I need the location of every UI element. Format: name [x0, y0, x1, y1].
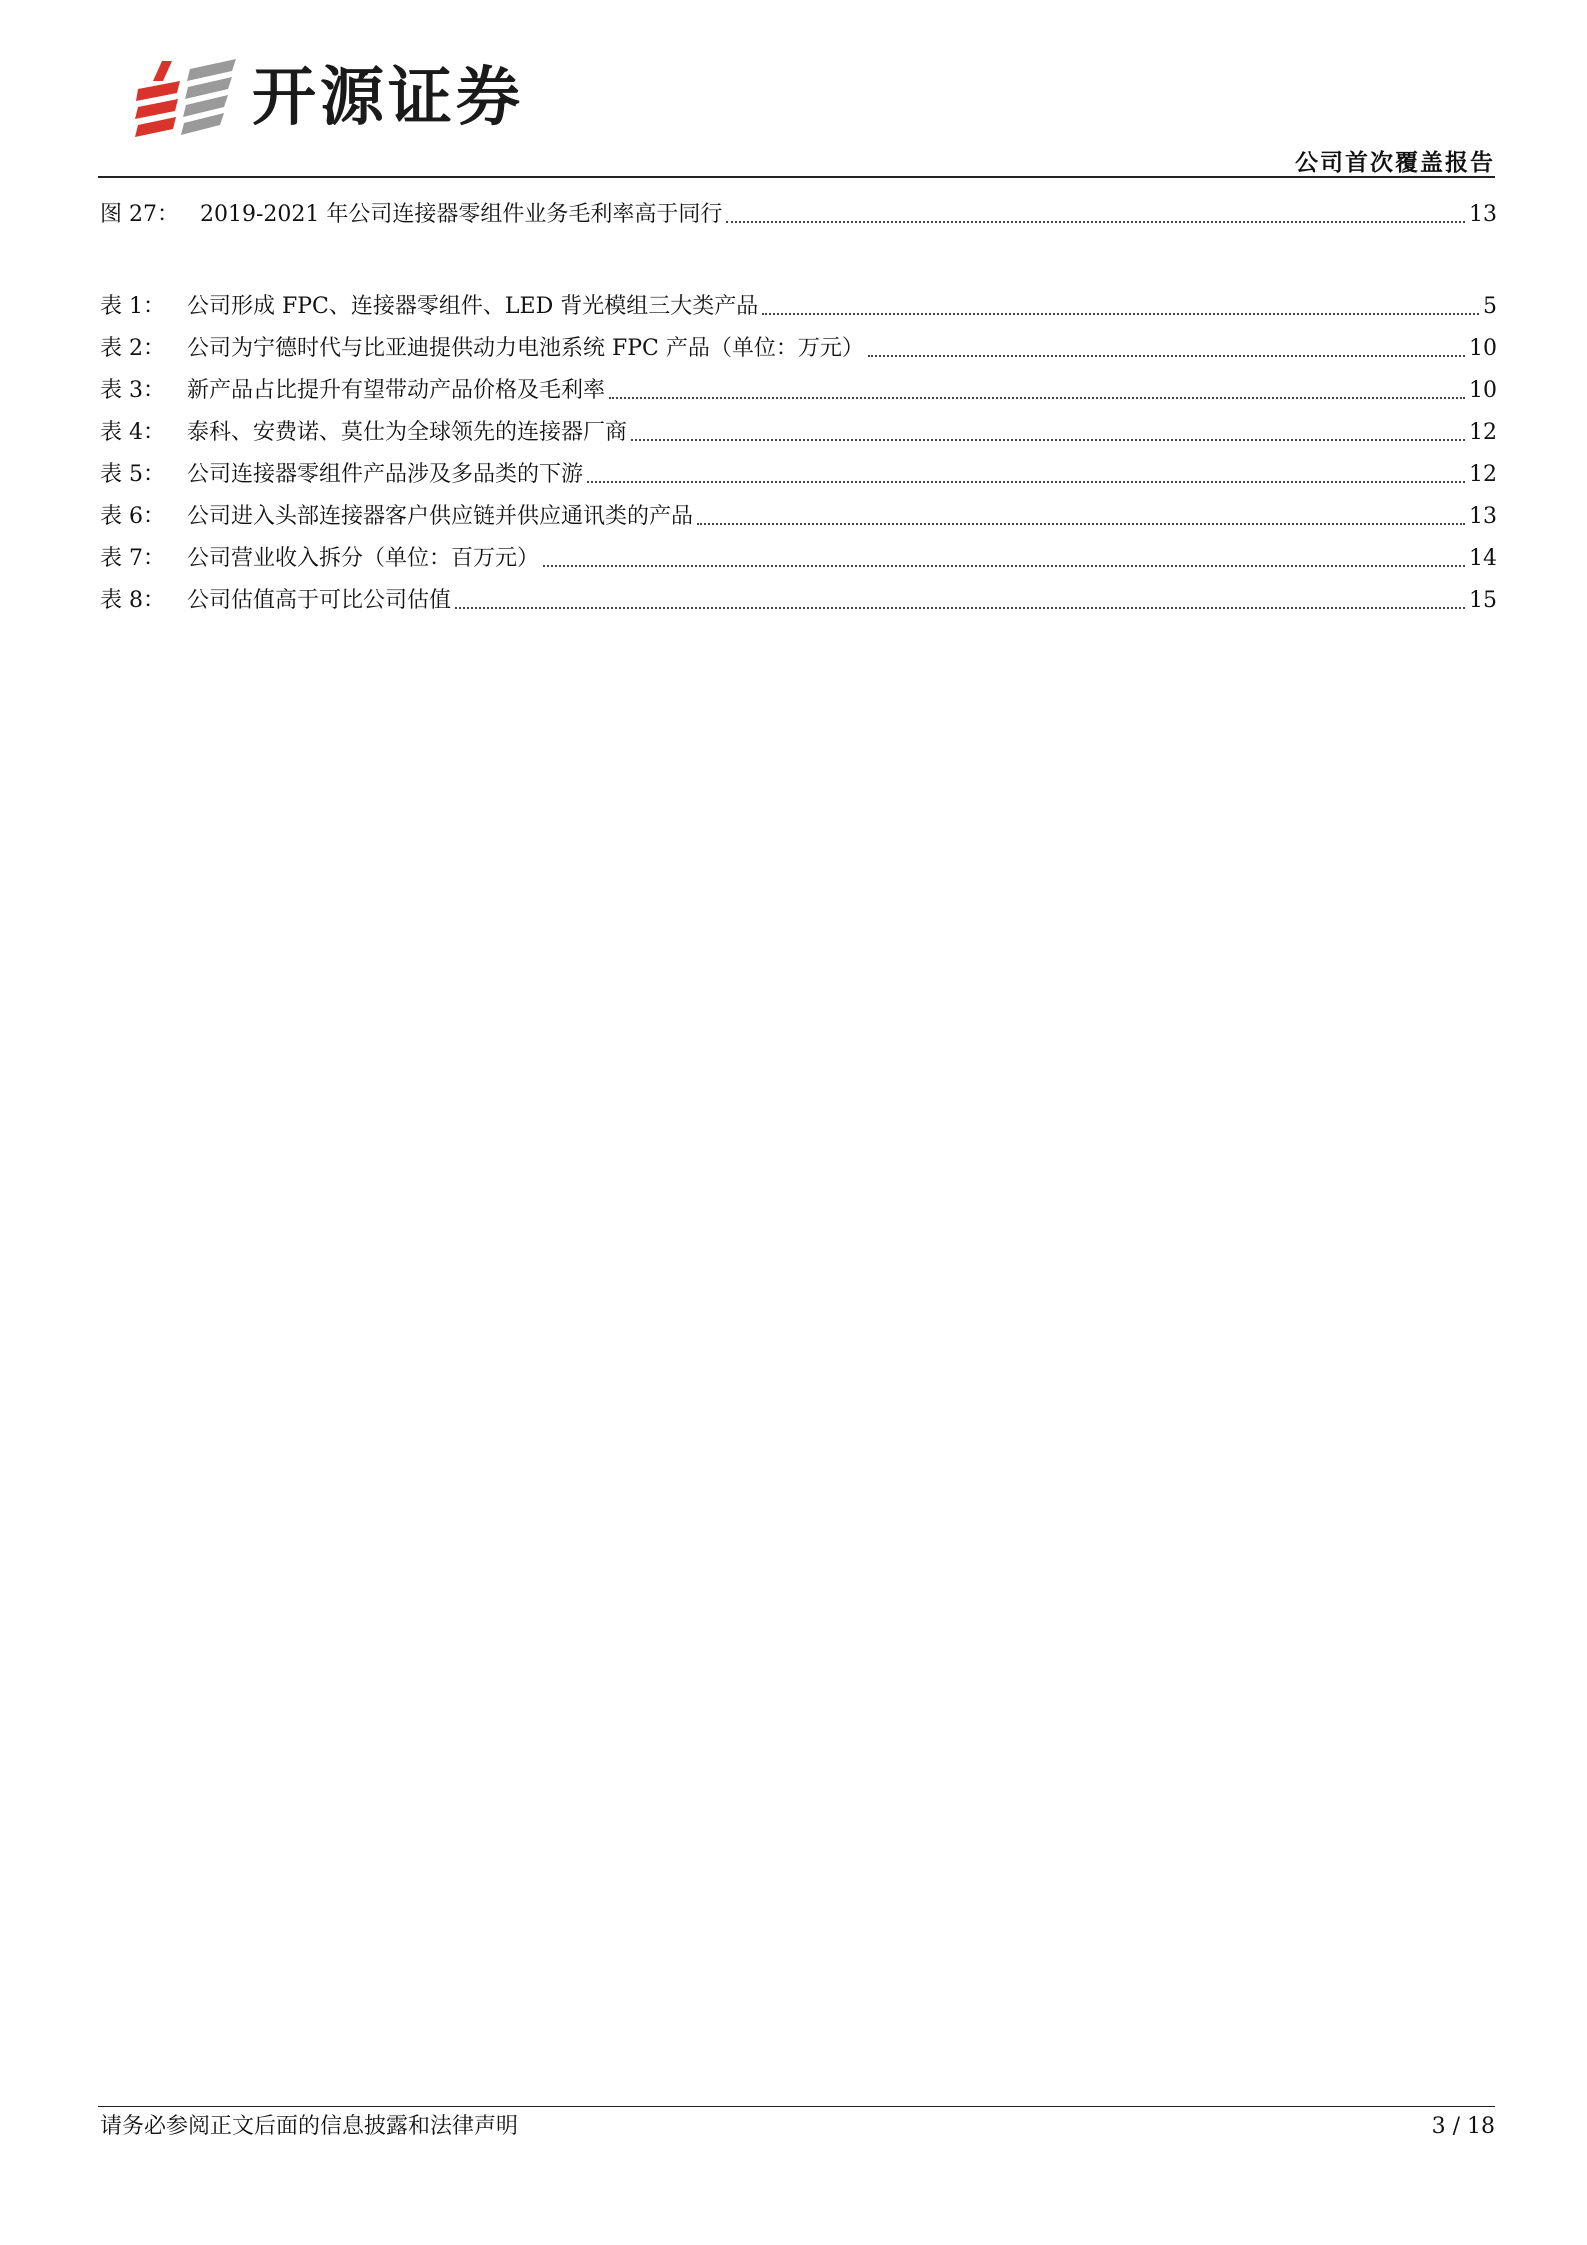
footer-disclaimer: 请务必参阅正文后面的信息披露和法律声明 [100, 2114, 519, 2139]
toc-table-title: 新产品占比提升有望带动产品价格及毛利率 [187, 378, 606, 403]
toc-table-row[interactable] [100, 582, 1497, 616]
toc-leader-dots [455, 606, 1465, 609]
toc-table-label: 表 8： [100, 588, 165, 613]
toc-leader-dots [609, 396, 1465, 399]
footer-divider [98, 2106, 1495, 2107]
toc-leader-dots [697, 522, 1465, 525]
toc-table-row[interactable] [100, 414, 1497, 448]
toc-leader-dots [868, 354, 1465, 357]
toc-leader-dots [726, 220, 1465, 223]
toc-table-label: 表 4： [100, 420, 165, 445]
toc-figure-row[interactable] [100, 196, 1497, 230]
page-header [0, 0, 1587, 180]
toc-table-label: 表 2： [100, 336, 165, 361]
toc-table-label: 表 7： [100, 546, 165, 571]
kaiyuan-logo-icon [132, 55, 244, 147]
toc-table-row[interactable] [100, 540, 1497, 574]
toc-table-title: 公司进入头部连接器客户供应链并供应通讯类的产品 [187, 504, 694, 529]
toc-figure-page: 13 [1469, 202, 1497, 227]
brand-name: 开源证券 [252, 61, 524, 135]
toc-table-page: 12 [1469, 420, 1497, 445]
toc-table-row[interactable] [100, 456, 1497, 490]
toc-figure-label: 图 27： [100, 202, 179, 227]
toc-table-title: 泰科、安费诺、莫仕为全球领先的连接器厂商 [187, 420, 628, 445]
toc-table-page: 10 [1469, 378, 1497, 403]
toc-table-label: 表 1： [100, 294, 165, 319]
toc-table-row[interactable] [100, 330, 1497, 364]
toc-table-page: 14 [1469, 546, 1497, 571]
toc-leader-dots [762, 312, 1479, 315]
toc-leader-dots [543, 564, 1465, 567]
page-number: 3 / 18 [1431, 2114, 1495, 2139]
toc-leader-dots [587, 480, 1465, 483]
toc-table-page: 13 [1469, 504, 1497, 529]
toc-table-label: 表 5： [100, 462, 165, 487]
toc-table-title: 公司形成 FPC、连接器零组件、LED 背光模组三大类产品 [187, 294, 759, 319]
toc-table-row[interactable] [100, 288, 1497, 322]
toc-table-row[interactable] [100, 498, 1497, 532]
toc-table-row[interactable] [100, 372, 1497, 406]
toc-table-label: 表 3： [100, 378, 165, 403]
toc-table-title: 公司营业收入拆分（单位：百万元） [187, 546, 540, 571]
toc-table-page: 12 [1469, 462, 1497, 487]
toc-table-page: 15 [1469, 588, 1497, 613]
toc-figure-title: 2019-2021 年公司连接器零组件业务毛利率高于同行 [200, 202, 723, 227]
toc-table-title: 公司估值高于可比公司估值 [187, 588, 452, 613]
toc-table-page: 10 [1469, 336, 1497, 361]
toc-table-page: 5 [1483, 294, 1497, 319]
toc-leader-dots [631, 438, 1465, 441]
header-divider [98, 176, 1495, 178]
toc-table-title: 公司连接器零组件产品涉及多品类的下游 [187, 462, 584, 487]
report-type: 公司首次覆盖报告 [1295, 150, 1495, 176]
toc-table-title: 公司为宁德时代与比亚迪提供动力电池系统 FPC 产品（单位：万元） [187, 336, 864, 361]
toc-table-label: 表 6： [100, 504, 165, 529]
